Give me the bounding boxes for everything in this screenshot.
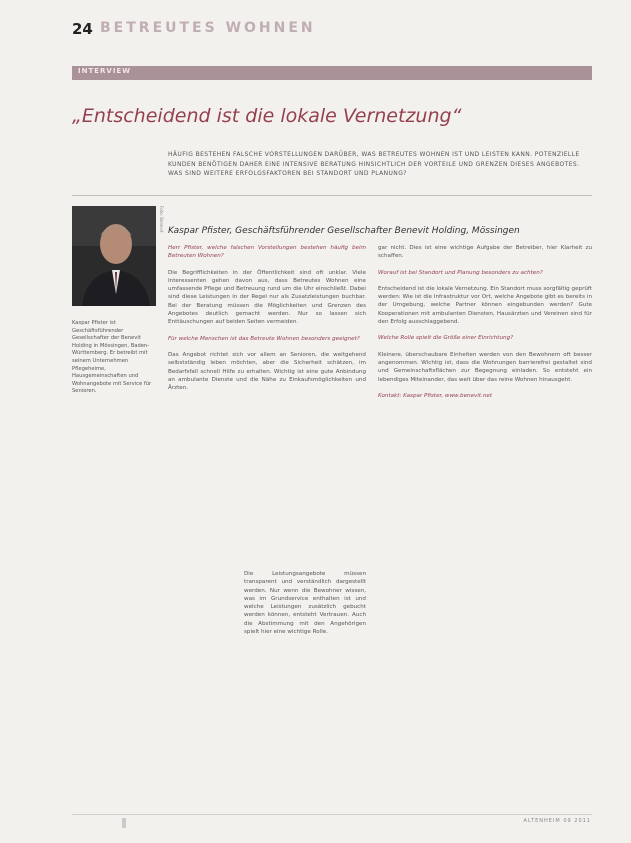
photo-caption: Kaspar Pfister ist Geschäftsführender Gesellschafter der Benevit Holding in Mössingen, Baden-Württemberg. Er betreibt mit seinem Unternehmen Pflegeheime, Hausgemeinschaften und Wohnangebote mit Service für Senioren. <box>72 320 152 395</box>
question: Welche Rolle spielt die Größe einer Einrichtung? <box>378 335 514 342</box>
question: Worauf ist bei Standort und Planung besonders zu achten? <box>378 269 543 276</box>
answer: Entscheidend ist die lokale Vernetzung. Ein Standort muss sorgfältig geprüft werden: Wie ist die Infrastruktur vor Ort, welche Angebote gibt es bereits in der Umgebung, welche Partner können eingebunden werden? Gute Kooperationen mit ambulanten Diensten, Hausärzten und Vereinen sind für den Erfolg ausschlaggebend. <box>378 285 592 326</box>
answer: Die Begrifflichkeiten in der Öffentlichkeit sind oft unklar. Viele Interessenten gehen davon aus, dass Betreutes Wohnen eine umfassende Pflege und Betreuung rund um die Uhr einschließt. Dabei sind diese Leistungen in der Regel nur als Zusatzleistungen buchbar. Bei der Beratung müssen die Möglichkeiten und Grenzen des Angebotes deutlich gemacht werden. Nur so lassen sich Enttäuschungen auf beiden Seiten vermeiden. <box>168 269 366 326</box>
article-headline: „Entscheidend ist die lokale Vernetzung“ <box>72 105 462 127</box>
answer: Die Leistungsangebote müssen transparent und verständlich dargestellt werden. Nur wenn die Bewohner wissen, was im Grundservice enthalten ist und welche Leistungen zusätzlich gebucht werden können, entsteht Vertrauen. Auch die Abstimmung mit den Angehörigen spielt hier eine wichtige Rolle. <box>244 571 366 636</box>
question: Herr Pfister, welche falschen Vorstellungen bestehen häufig beim Betreuten Wohnen? <box>168 245 366 260</box>
footer-divider <box>72 814 592 815</box>
article-lead: HÄUFIG BESTEHEN FALSCHE VORSTELLUNGEN DARÜBER, WAS BETREUTES WOHNEN IST UND LEISTEN KANN. POTENZIELLE KUNDEN BENÖTIGEN DAHER EINE INTENSIVE BERATUNG HINSICHTLICH DER VORTEILE UND GRENZEN DIESES ANGEBOTES. WAS SIND WEITERE ERFOLGSFAKTOREN BEI STANDORT UND PLANUNG? <box>168 151 580 178</box>
portrait-photo <box>72 206 156 306</box>
divider <box>72 195 592 196</box>
section-tag: INTERVIEW <box>78 67 131 75</box>
answer: gar nicht. Dies ist eine wichtige Aufgabe der Betreiber, hier Klarheit zu schaffen. <box>378 245 592 260</box>
text-column-1b <box>244 570 366 802</box>
text-column-1 <box>168 244 366 562</box>
section-header: BETREUTES WOHNEN <box>100 20 316 36</box>
footer-marker <box>122 818 126 828</box>
portrait-image <box>72 206 156 306</box>
page-number: 24 <box>72 20 93 38</box>
photo-credit: Foto: Benevit <box>159 206 164 233</box>
question: Für welche Menschen ist das Betreute Wohnen besonders geeignet? <box>168 335 360 342</box>
answer: Das Angebot richtet sich vor allem an Senioren, die weitgehend selbstständig leben möchten, aber die Sicherheit schätzen, im Bedarfsfall schnell Hilfe zu erhalten. Wichtig ist eine gute Anbindung an ambulante Dienste und die Nähe zu Einkaufsmöglichkeiten und Ärzten. <box>168 351 366 392</box>
answer: Kleinere, überschaubare Einheiten werden von den Bewohnern oft besser angenommen. Wichtig ist, dass die Wohnungen barrierefrei gestaltet sind und Gemeinschaftsflächen zur Begegnung einladen. So entsteht ein lebendiges Miteinander, das weit über das reine Wohnen hinausgeht. <box>378 351 592 383</box>
contact-note: Kontakt: Kaspar Pfister, www.benevit.net <box>378 392 493 399</box>
interviewee-byline: Kaspar Pfister, Geschäftsführender Gesellschafter Benevit Holding, Mössingen <box>168 226 520 236</box>
text-column-2 <box>378 244 592 814</box>
section-band <box>72 66 592 80</box>
footer-magazine: ALTENHEIM 09 2011 <box>523 818 591 824</box>
